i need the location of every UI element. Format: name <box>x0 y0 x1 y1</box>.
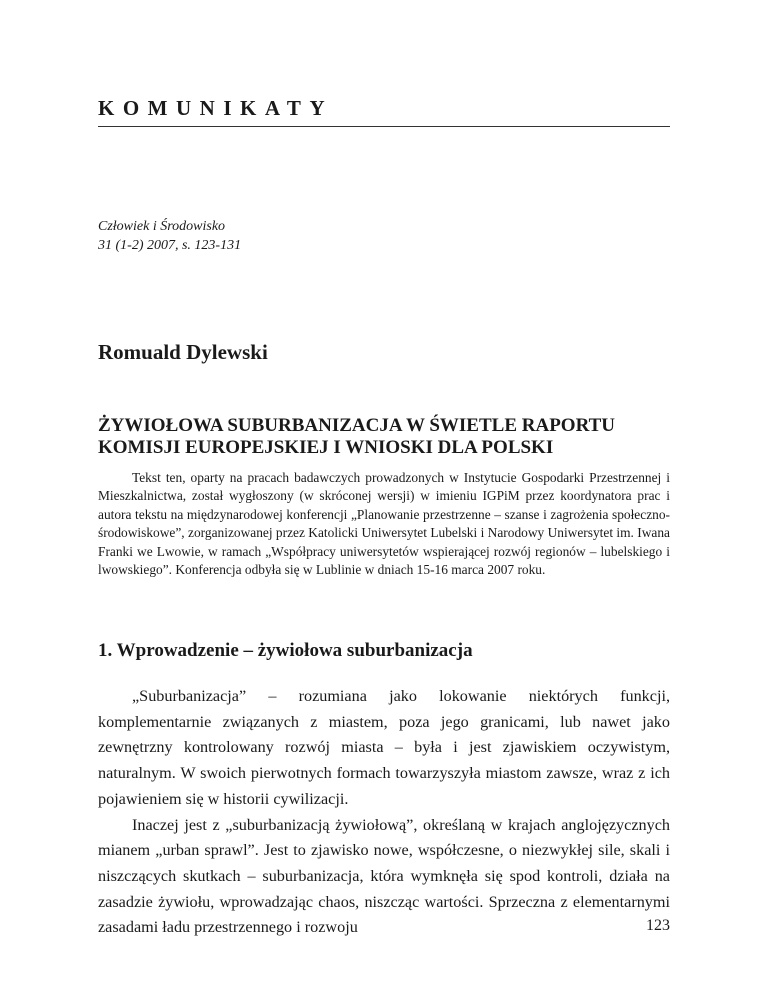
title-line-1: ŻYWIOŁOWA SUBURBANIZACJA W ŚWIETLE RAPORTU <box>98 415 616 436</box>
section-header: KOMUNIKATY <box>98 96 334 120</box>
journal-name: Człowiek i Środowisko <box>98 219 226 234</box>
journal-citation: 31 (1-2) 2007, s. 123-131 <box>98 238 242 253</box>
article-title <box>98 415 670 459</box>
paragraph: „Suburbanizacja” – rozumiana jako lokowanie niektórych funkcji, komplementarnie związanych z miastem, poza jego granicami, lub nawet jako zewnętrzny kontrolowany rozwój miasta – była i jest zjawiskiem oczywistym, naturalnym. W swoich pierwotnych formach towarzyszyła miastom zawsze, wraz z ich pojawieniem się w historii cywilizacji. <box>98 687 670 808</box>
paragraph: Inaczej jest z „suburbanizacją żywiołową”, określaną w krajach anglojęzycznych mianem „urban sprawl”. Jest to zjawisko nowe, współczesne, o niezwykłej sile, skali i niszczących skutkach – suburbanizacja, która wymknęła się spod kontroli, działa na zasadzie żywiołu, wprowadzając chaos, niszcząc wartości. Sprzeczna z elementarnymi zasadami ładu przestrzennego i rozwoju <box>98 815 670 937</box>
body-text <box>98 684 670 941</box>
abstract <box>98 469 670 579</box>
header-divider <box>98 126 670 127</box>
journal-info <box>98 217 241 255</box>
author-name: Romuald Dylewski <box>98 340 268 364</box>
title-line-2: KOMISJI EUROPEJSKIEJ I WNIOSKI DLA POLSKI <box>98 437 554 458</box>
page-number: 123 <box>646 917 670 934</box>
abstract-text: Tekst ten, oparty na pracach badawczych prowadzonych w Instytucie Gospodarki Przestrzennej i Mieszkalnictwa, został wygłoszony (w skróconej wersji) w imieniu IGPiM przez koordynatora prac i autora tekstu na międzynarodowej konferencji „Planowanie przestrzenne – szanse i zagrożenia społeczno-środowiskowe”, zorganizowanej przez Katolicki Uniwersytet Lubelski i Narodowy Uniwersytet im. Iwana Franki we Lwowie, w ramach „Współpracy uniwersytetów wspierającej rozwój regionów – lubelskiego i lwowskiego”. Konferencja odbyła się w Lublinie w dniach 15-16 marca 2007 roku. <box>98 470 670 578</box>
section-heading: 1. Wprowadzenie – żywiołowa suburbanizacja <box>98 640 473 661</box>
